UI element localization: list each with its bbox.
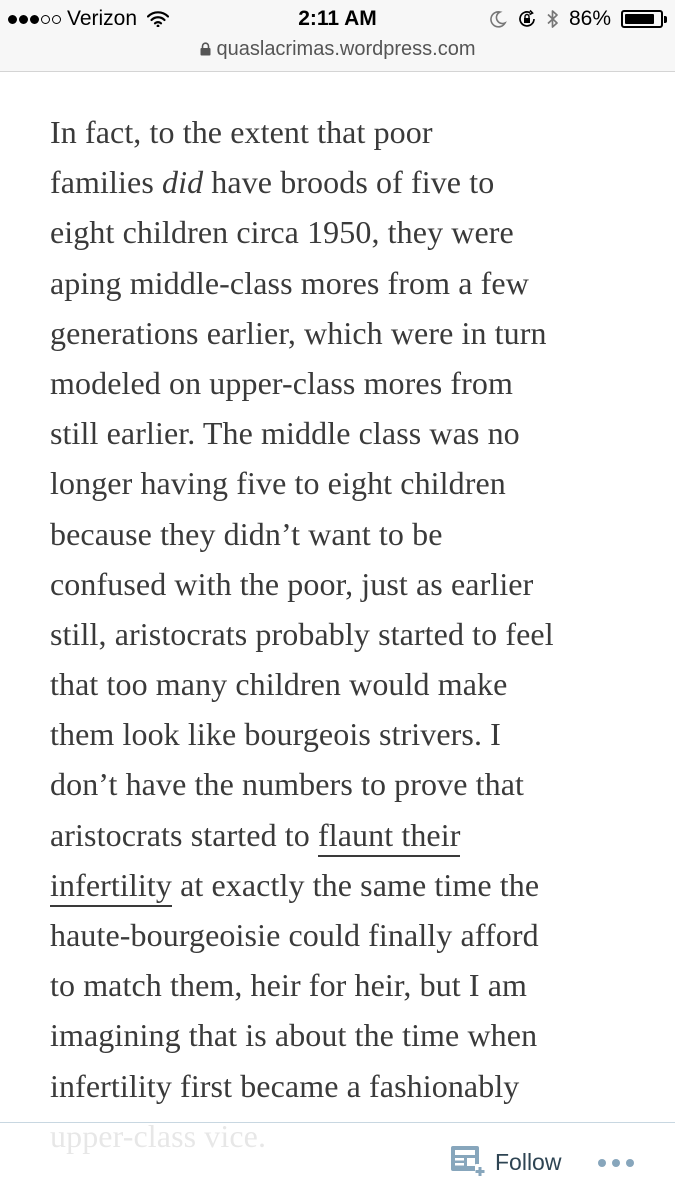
paragraph-line — [50, 157, 640, 207]
paragraph-line: still earlier. The middle class was no — [50, 415, 520, 452]
line-text: at exactly the same time the — [171, 866, 540, 903]
reader-follow-icon — [450, 1145, 486, 1179]
rotation-lock-icon — [517, 9, 537, 29]
article-body — [50, 107, 640, 1161]
follow-label: Follow — [495, 1148, 562, 1175]
paragraph-line: In fact, to the extent that poor — [50, 114, 433, 150]
more-horizontal-icon[interactable] — [598, 1159, 634, 1167]
battery-level-fill — [625, 14, 654, 24]
paragraph-line: because they didn’t want to be — [50, 515, 443, 552]
paragraph-line: don’t have the numbers to prove that — [50, 766, 525, 803]
paragraph-line: that too many children would make — [50, 666, 508, 703]
paragraph-line: to match them, heir for heir, but I am — [50, 967, 528, 1004]
url-bar[interactable] — [0, 38, 675, 61]
paragraph-line: them look like bourgeois strivers. I — [50, 716, 501, 753]
bluetooth-icon — [547, 9, 559, 29]
paragraph-line: generations earlier, which were in turn — [50, 314, 547, 351]
paragraph-line: longer having five to eight children — [50, 465, 506, 502]
follow-bar — [0, 1122, 675, 1201]
paragraph-line: haute-bourgeoisie could finally afford — [50, 917, 539, 953]
paragraph-line — [50, 810, 640, 860]
url-text: quaslacrimas.wordpress.com — [216, 38, 476, 60]
lock-icon — [200, 42, 211, 56]
browser-top-bar — [0, 0, 675, 72]
line-text: families — [50, 164, 162, 201]
battery-percent: 86% — [568, 7, 611, 30]
battery-icon — [621, 10, 663, 28]
status-time: 2:11 AM — [298, 7, 377, 30]
follow-button[interactable] — [450, 1145, 561, 1179]
paragraph-line: imagining that is about the time when — [50, 1017, 538, 1054]
status-bar — [0, 4, 675, 34]
moon-icon — [489, 10, 507, 28]
emphasis-text: did — [161, 164, 204, 201]
paragraph-line: modeled on upper-class mores from — [50, 364, 513, 401]
status-icons — [489, 7, 663, 31]
line-text: have broods of five to — [203, 164, 495, 201]
paragraph-line: still, aristocrats probably started to feel — [50, 615, 554, 652]
paragraph-line: eight children circa 1950, they were — [50, 214, 514, 251]
paragraph-line: aping middle-class mores from a few — [50, 264, 529, 301]
paragraph-line: confused with the poor, just as earlier — [50, 565, 534, 602]
paragraph-line — [50, 860, 640, 910]
inline-link[interactable]: flaunt their — [318, 817, 460, 857]
carrier-name: Verizon — [67, 7, 138, 30]
inline-link[interactable]: infertility — [50, 867, 172, 907]
line-text: aristocrats started to — [50, 816, 318, 853]
paragraph-line: infertility first became a fashionably — [50, 1067, 520, 1104]
